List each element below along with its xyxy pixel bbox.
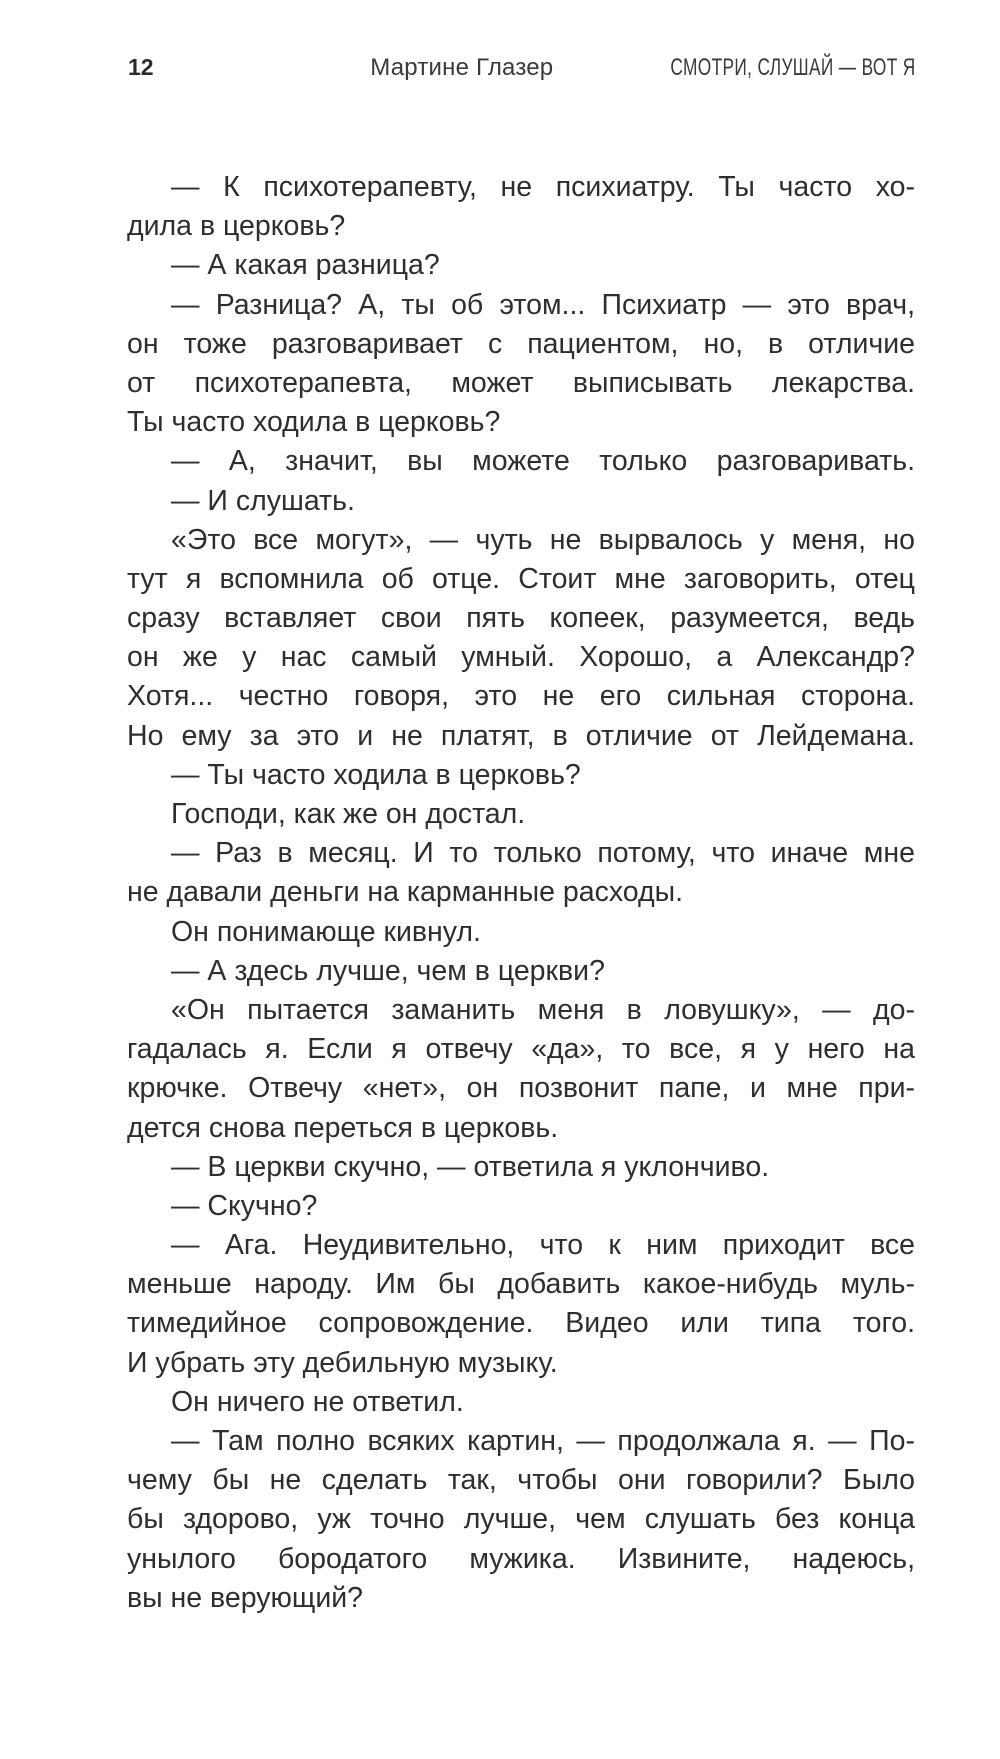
text-line: он же у нас самый умный. Хорошо, а Александр?	[127, 641, 915, 674]
text-line: — Раз в месяц. И то только потому, что иначе мне	[171, 837, 915, 870]
text-line: вы не верующий?	[127, 1581, 364, 1614]
text-line: не давали деньги на карманные расходы.	[127, 876, 684, 909]
text-line: «Это все могут», — чуть не вырвалось у меня, но	[171, 523, 915, 556]
text-line: Господи, как же он достал.	[171, 798, 526, 830]
text-line: Но ему за это и не платят, в отличие от Лейдемана.	[127, 719, 915, 752]
text-line: дила в церковь?	[127, 210, 346, 243]
book-title: СМОТРИ, СЛУШАЙ — ВОТ Я	[670, 54, 916, 81]
text-line: меньше народу. Им бы добавить какое-нибудь муль-	[127, 1268, 915, 1301]
text-line: он тоже разговаривает с пациентом, но, в отличие	[127, 327, 915, 360]
text-line: тимедийное сопровождение. Видео или типа того.	[127, 1307, 915, 1340]
text-line: чему бы не сделать так, чтобы они говорили? Было	[127, 1464, 915, 1497]
text-line: — Скучно?	[171, 1189, 318, 1222]
text-line: — Разница? А, ты об этом... Психиатр — это врач,	[171, 288, 915, 321]
running-head	[128, 54, 916, 94]
text-line: сразу вставляет свои пять копеек, разумеется, ведь	[127, 602, 915, 635]
text-line: — А, значит, вы можете только разговаривать.	[171, 445, 915, 478]
text-line: — Там полно всяких картин, — продолжала я. — По-	[171, 1425, 915, 1457]
text-line: дется снова переться в церковь.	[127, 1111, 559, 1144]
text-line: гадалась я. Если я отвечу «да», то все, я у него на	[127, 1033, 915, 1066]
text-line: — И слушать.	[171, 484, 355, 517]
text-line: Ты часто ходила в церковь?	[127, 406, 501, 439]
text-line: «Он пытается заманить меня в ловушку», — до-	[171, 993, 915, 1026]
text-line: — Ага. Неудивительно, что к ним приходит все	[171, 1229, 915, 1262]
text-line: Он ничего не ответил.	[171, 1385, 464, 1418]
text-line: от психотерапевта, может выписывать лекарства.	[127, 366, 915, 399]
text-line: тут я вспомнила об отце. Стоит мне заговорить, отец	[127, 562, 915, 595]
text-line: — А здесь лучше, чем в церкви?	[171, 954, 605, 987]
text-line: — В церкви скучно, — ответила я уклончиво.	[171, 1150, 770, 1183]
text-line: бы здорово, уж точно лучше, чем слушать без конца	[127, 1503, 915, 1536]
text-line: унылого бородатого мужика. Извините, надеюсь,	[127, 1542, 915, 1575]
body-text	[127, 168, 915, 1618]
text-line: Он понимающе кивнул.	[171, 915, 481, 948]
text-line: — А какая разница?	[171, 249, 440, 282]
text-line: — К психотерапевту, не психиатру. Ты часто хо-	[171, 171, 915, 203]
author-name: Мартине Глазер	[370, 54, 554, 81]
text-line: Хотя... честно говоря, это не его сильная сторона.	[127, 680, 915, 713]
text-line: — Ты часто ходила в церковь?	[171, 758, 581, 791]
text-line: крючке. Отвечу «нет», он позвонит папе, и мне при-	[127, 1072, 915, 1105]
text-line: И убрать эту дебильную музыку.	[127, 1346, 558, 1379]
page-number: 12	[128, 54, 154, 80]
